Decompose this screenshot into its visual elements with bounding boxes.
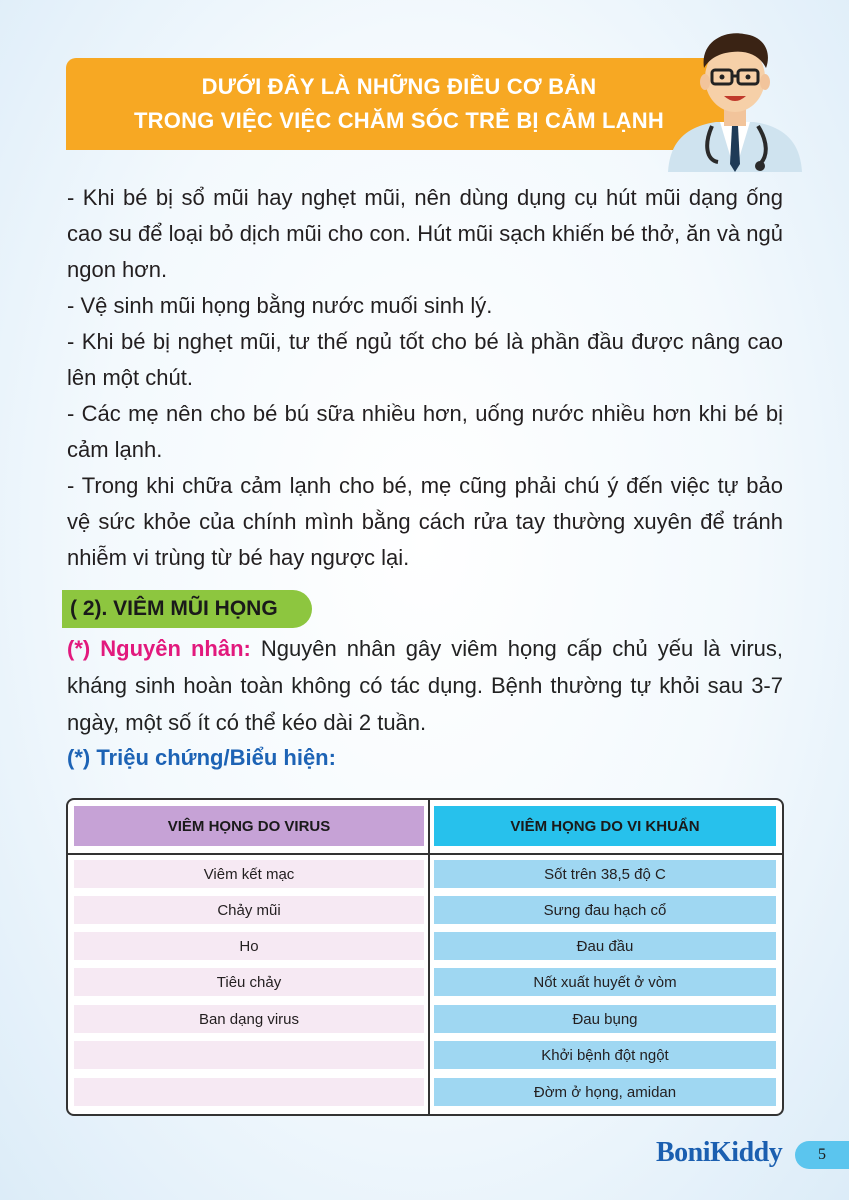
symptoms-table [66, 798, 784, 1116]
section-heading-tag [62, 590, 312, 628]
care-tips [67, 180, 783, 576]
virus-cell [74, 1041, 424, 1069]
tip-paragraph: - Khi bé bị nghẹt mũi, tư thế ngủ tốt cho bé là phần đầu được nâng cao lên một chút. [67, 329, 783, 390]
cause-lead: (*) Nguyên nhân: [67, 636, 251, 661]
bacteria-cell: Đờm ở họng, amidan [434, 1078, 776, 1106]
cause-text: Nguyên nhân gây viêm họng cấp chủ yếu là virus, kháng sinh hoàn toàn không có tác dụng. Bệnh thường tự khỏi sau 3-7 ngày, một số ít có thể kéo dài 2 tuần. [67, 636, 783, 735]
virus-cell [74, 1078, 424, 1106]
bacteria-cell: Sưng đau hạch cổ [434, 896, 776, 924]
bacteria-cell: Sốt trên 38,5 độ C [434, 860, 776, 888]
bacteria-column-header: VIÊM HỌNG DO VI KHUẨN [434, 806, 776, 846]
symptoms-heading: (*) Triệu chứng/Biểu hiện: [67, 745, 336, 770]
page-number: 5 [795, 1141, 849, 1169]
header-divider [68, 853, 782, 855]
virus-cell: Ho [74, 932, 424, 960]
tip-paragraph: - Khi bé bị sổ mũi hay nghẹt mũi, nên dùng dụng cụ hút mũi dạng ống cao su để loại bỏ dịch mũi cho con. Hút mũi sạch khiến bé thở, ăn và ngủ ngon hơn. [67, 185, 783, 282]
virus-cell: Ban dạng virus [74, 1005, 424, 1033]
virus-column-header: VIÊM HỌNG DO VIRUS [74, 806, 424, 846]
tip-paragraph: - Vệ sinh mũi họng bằng nước muối sinh lý. [67, 293, 493, 318]
banner-line-1: DƯỚI ĐÂY LÀ NHỮNG ĐIỀU CƠ BẢN [201, 74, 597, 99]
tip-paragraph: - Các mẹ nên cho bé bú sữa nhiều hơn, uống nước nhiều hơn khi bé bị cảm lạnh. [67, 401, 783, 462]
bacteria-cell: Đau đầu [434, 932, 776, 960]
bacteria-cell: Khởi bệnh đột ngột [434, 1041, 776, 1069]
doctor-illustration [660, 26, 810, 172]
title-banner [66, 58, 732, 150]
cause-paragraph [67, 630, 783, 741]
tip-paragraph: - Trong khi chữa cảm lạnh cho bé, mẹ cũng phải chú ý đến việc tự bảo vệ sức khỏe của chính mình bằng cách rửa tay thường xuyên để tránh nhiễm vi trùng từ bé hay ngược lại. [67, 473, 783, 570]
virus-cell: Chảy mũi [74, 896, 424, 924]
virus-cell: Viêm kết mạc [74, 860, 424, 888]
brand-logo: BoniKiddy [656, 1137, 783, 1168]
section-title: ( 2). VIÊM MŨI HỌNG [70, 597, 278, 620]
bacteria-cell: Nốt xuất huyết ở vòm [434, 968, 776, 996]
bacteria-cell: Đau bụng [434, 1005, 776, 1033]
virus-cell: Tiêu chảy [74, 968, 424, 996]
banner-line-2: TRONG VIỆC VIỆC CHĂM SÓC TRẺ BỊ CẢM LẠNH [134, 108, 664, 133]
column-divider [428, 800, 430, 1114]
